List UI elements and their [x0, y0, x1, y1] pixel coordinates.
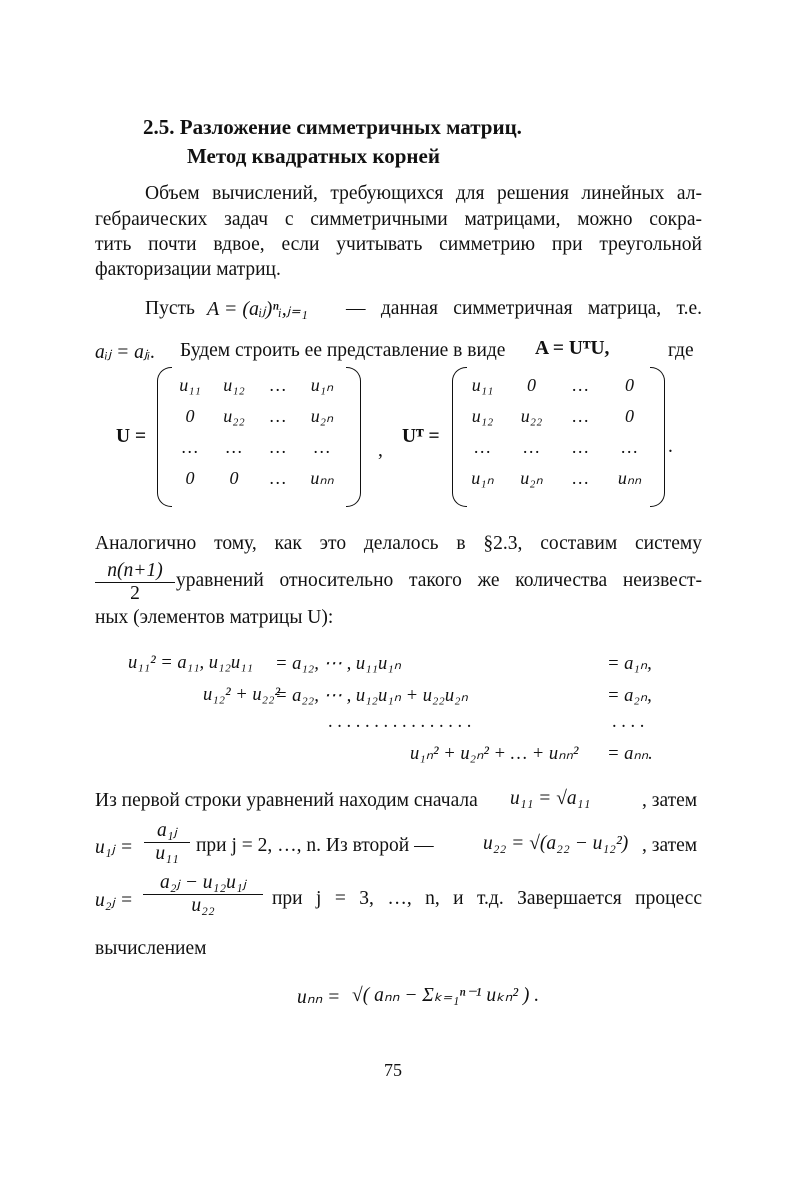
matrix-UT-label: Uᵀ = [402, 426, 440, 447]
formula-unn-lhs: uₙₙ = [297, 987, 341, 1008]
cell: u₁ₙ [471, 468, 494, 488]
comma: , [378, 440, 383, 461]
cell: u₂₂ [223, 406, 245, 426]
equation: = a₂₂, ⋯ , u₁₂u₁ₙ + u₂₂u₂ₙ [275, 686, 468, 706]
equation: u₁₁² = a₁₁, u₁₂u₁₁ [128, 653, 253, 673]
cell: uₙₙ [310, 468, 334, 488]
cell: … [572, 437, 589, 457]
text: при j = 2, …, n. Из второй — [196, 835, 434, 856]
formula-unn-rhs: √( aₙₙ − Σₖ₌₁ⁿ⁻¹ uₖₙ² ) . [352, 985, 540, 1006]
cell: … [523, 437, 540, 457]
numerator: n(n+1) [95, 560, 175, 583]
equation: = a₂ₙ, [607, 686, 652, 706]
cell: 0 [625, 375, 634, 395]
cell: … [269, 437, 286, 457]
cell: … [572, 375, 589, 395]
cell: … [572, 468, 589, 488]
formula-u2j-lhs: u₂ⱼ = [95, 890, 133, 911]
cell: … [621, 437, 638, 457]
paragraph-line: гебраических задач с симметричными матрицами, можно сокра- [95, 209, 702, 230]
paragraph-line: тить почти вдвое, если учитывать симметрию при треугольной [95, 234, 702, 255]
equation: u₁ₙ² + u₂ₙ² + … + uₙₙ² [410, 744, 579, 764]
equation: = a₁ₙ, [607, 654, 652, 674]
matrix-U-label: U = [116, 426, 147, 447]
cell: 0 [527, 375, 536, 395]
fraction-count [95, 560, 175, 605]
paragraph-line: уравнений относительно такого же количества неизвест- [176, 570, 702, 591]
page-number: 75 [384, 1060, 402, 1080]
right-paren [346, 367, 361, 507]
formula-u11: u₁₁ = √a₁₁ [510, 788, 591, 809]
cell: … [269, 468, 286, 488]
cell: … [313, 437, 330, 457]
matrix-UT [458, 370, 654, 494]
text: Пусть [145, 298, 195, 319]
equation: u₁₂² + u₂₂² [203, 685, 281, 705]
formula-u22: u₂₂ = √(a₂₂ − u₁₂²) [483, 833, 629, 854]
matrix-U [168, 370, 344, 494]
cell: 0 [229, 468, 239, 488]
cell: … [474, 437, 491, 457]
cell: … [225, 437, 242, 457]
cell: u₂₂ [520, 406, 543, 426]
cell: u₂ₙ [310, 406, 334, 426]
cell: 0 [625, 406, 634, 426]
cell: … [269, 375, 286, 395]
cell: u₁ₙ [310, 375, 334, 395]
cell: … [572, 406, 589, 426]
equation: = a₁₂, ⋯ , u₁₁u₁ₙ [275, 654, 402, 674]
numerator: a₁ⱼ [144, 818, 190, 843]
paragraph-line: Аналогично тому, как это делалось в §2.3, составим систему [95, 533, 702, 554]
fraction [143, 870, 263, 917]
formula-symmetry: aᵢⱼ = aⱼᵢ. [95, 342, 156, 363]
cell: u₁₁ [471, 375, 494, 395]
text: Будем строить ее представление в виде [180, 340, 506, 361]
denominator: u₁₁ [155, 843, 179, 864]
ellipsis-row: . . . . . . . . . . . . . . . . [328, 712, 472, 732]
paragraph-line: факторизации матриц. [95, 259, 281, 280]
numerator: a₂ⱼ − u₁₂u₁ⱼ [143, 870, 263, 895]
cell: … [269, 406, 286, 426]
cell: u₁₂ [223, 375, 245, 395]
denominator: u₂₂ [191, 895, 215, 916]
text: при j = 3, …, n, и т.д. Завершается процесс [272, 888, 702, 909]
text: Из первой строки уравнений находим сначала [95, 790, 478, 811]
text: — данная симметричная матрица, т.е. [346, 298, 702, 319]
text: вычислением [95, 938, 207, 959]
cell: u₁₁ [179, 375, 201, 395]
text: где [668, 340, 694, 361]
paragraph-line: Объем вычислений, требующихся для решения линейных ал- [145, 183, 702, 204]
cell: uₙₙ [617, 468, 642, 488]
cell: … [181, 437, 198, 457]
fraction [144, 818, 190, 865]
formula-u1j-lhs: u₁ⱼ = [95, 837, 133, 858]
ellipsis-row: . . . . [612, 712, 645, 732]
cell: u₂ₙ [520, 468, 543, 488]
right-paren [650, 367, 665, 507]
paragraph-line: ных (элементов матрицы U): [95, 607, 334, 628]
cell: 0 [185, 406, 195, 426]
section-heading: 2.5. Разложение симметричных матриц. [143, 115, 522, 139]
denominator: 2 [130, 583, 140, 604]
formula-factorization: A = UᵀU, [535, 338, 610, 359]
text: , затем [642, 790, 698, 811]
cell: u₁₂ [471, 406, 494, 426]
formula-A: A = (aᵢⱼ)ⁿᵢ,ⱼ₌₁ [207, 298, 308, 320]
text: , затем [642, 835, 698, 856]
equation: = aₙₙ. [607, 744, 653, 764]
section-subheading: Метод квадратных корней [187, 144, 440, 168]
period: . [668, 436, 673, 457]
cell: 0 [185, 468, 195, 488]
